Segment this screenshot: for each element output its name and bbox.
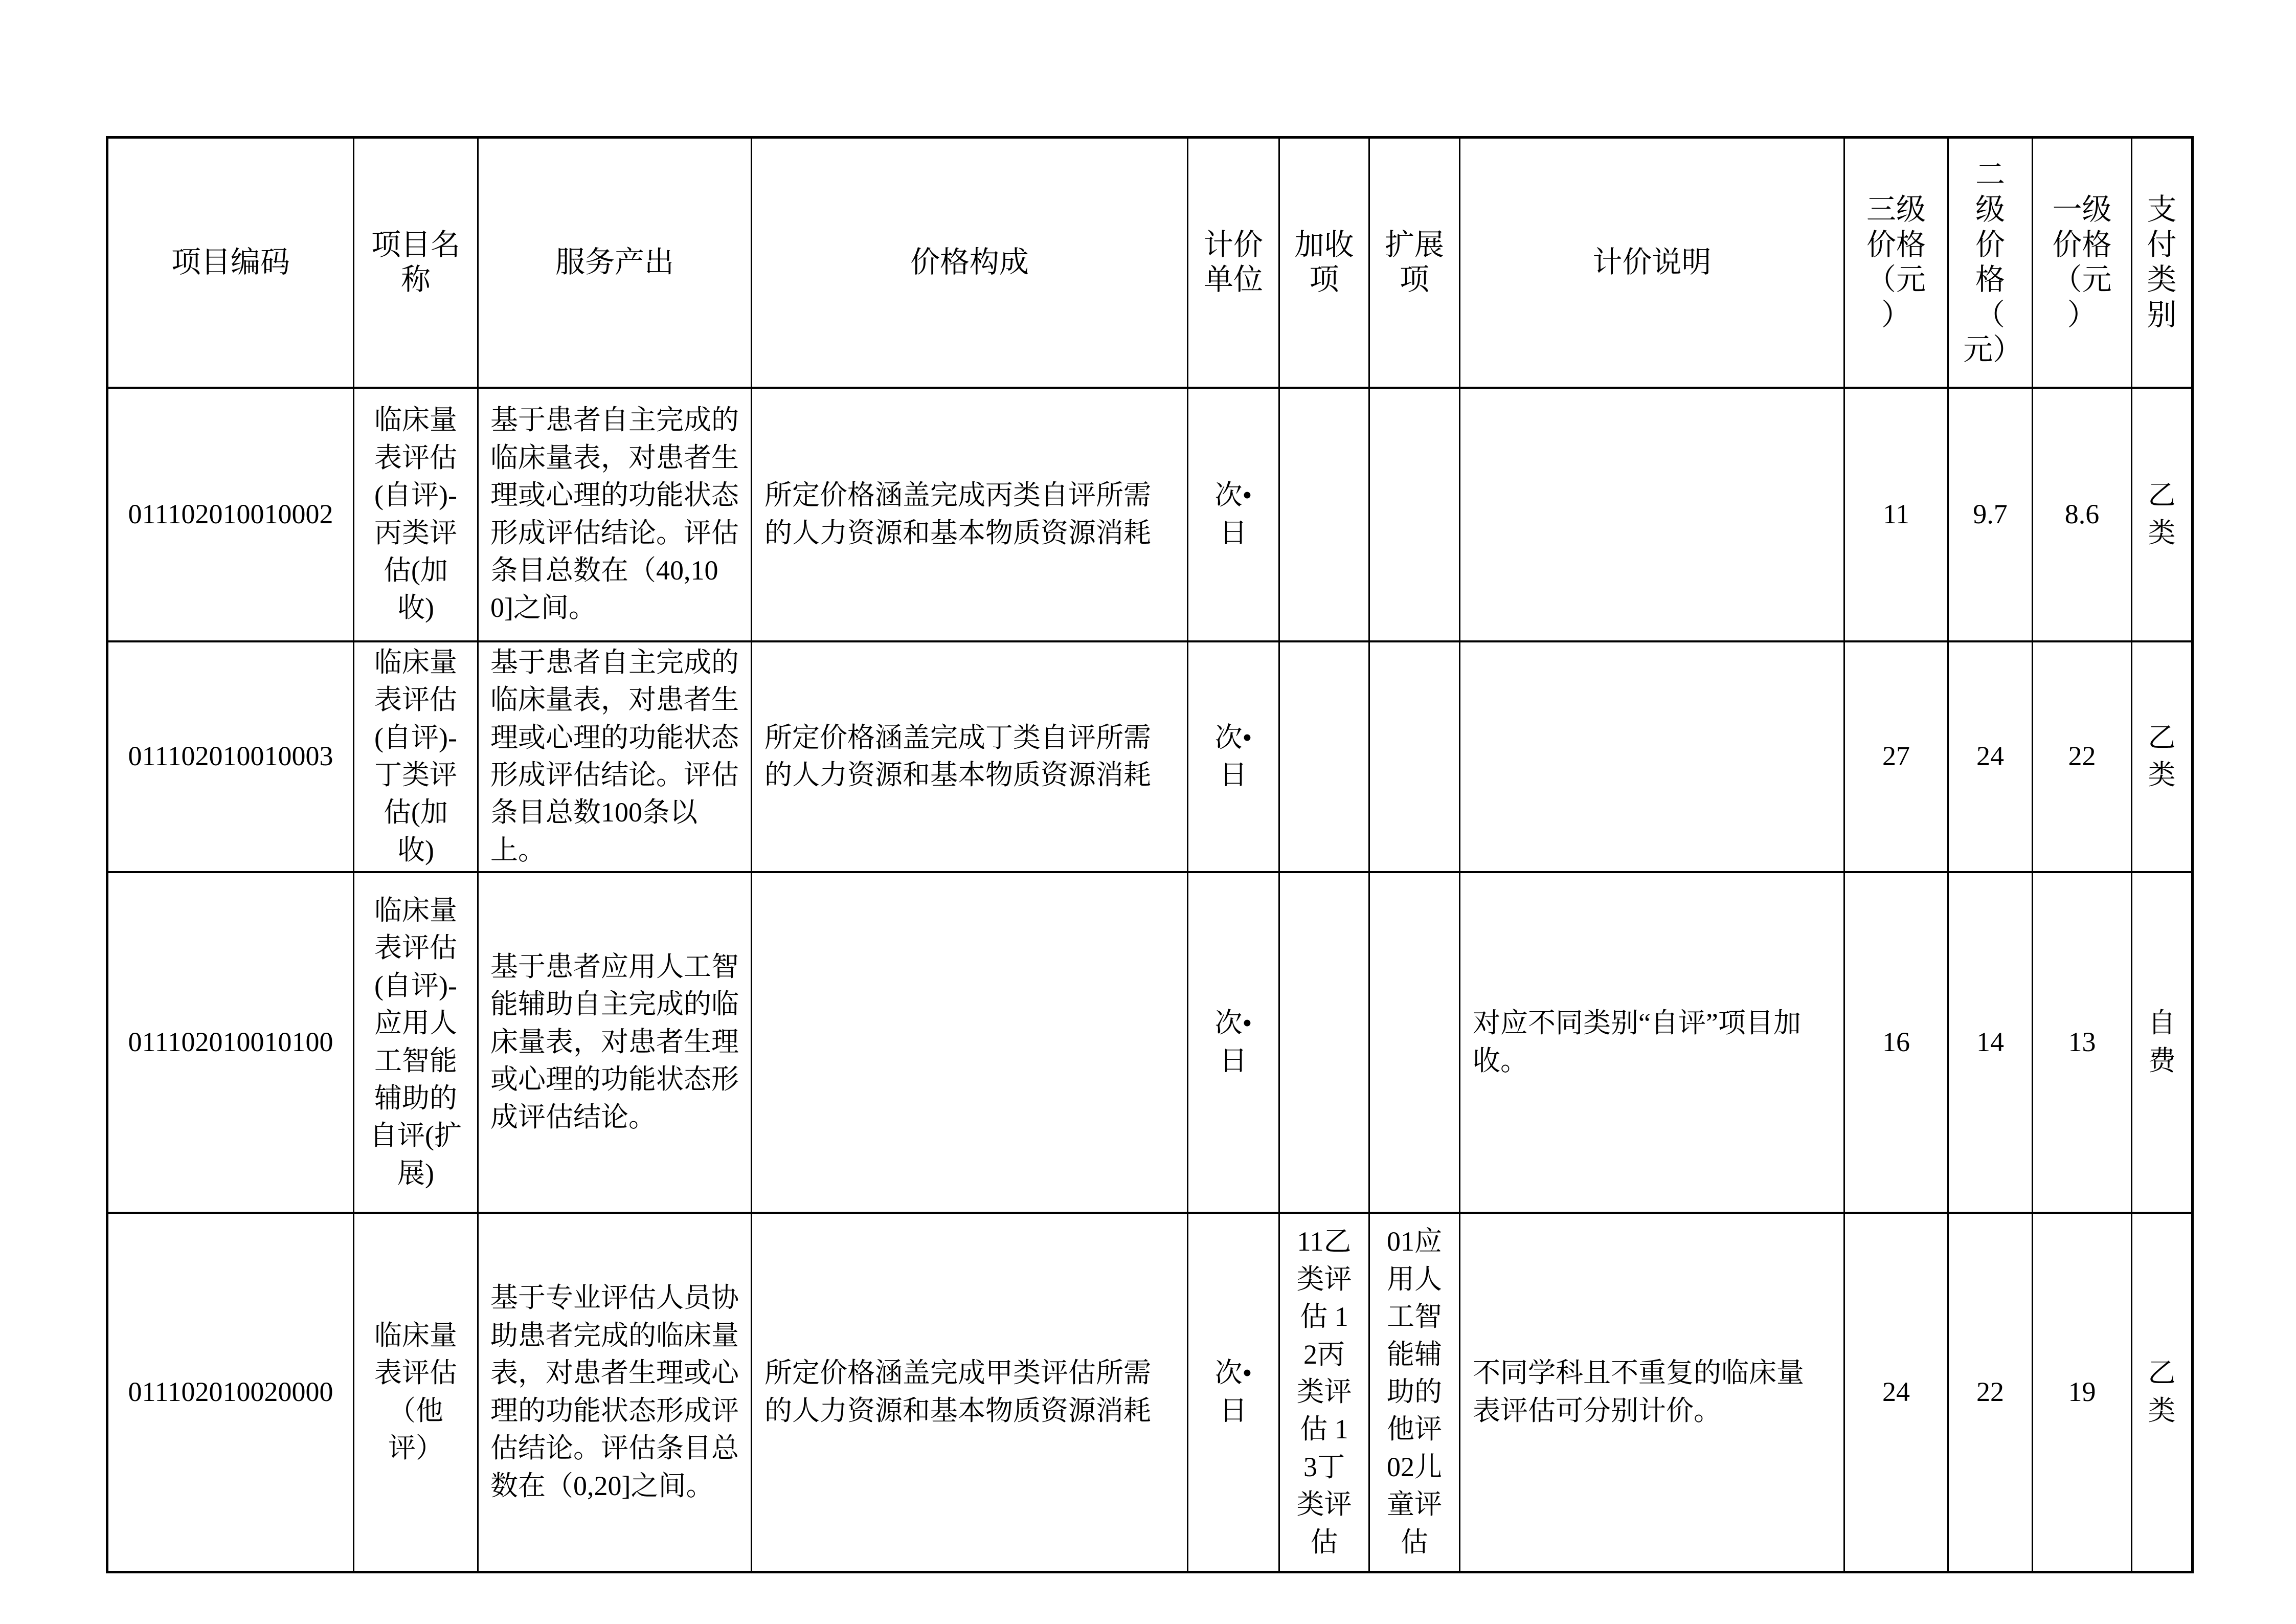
cell-item-name: 临床量表评估(自评)-丁类评估(加收)	[354, 641, 478, 872]
header-surcharge-item: 加收项	[1279, 138, 1369, 388]
cell-item-name: 临床量表评估(自评)-应用人工智能辅助的自评(扩展)	[354, 872, 478, 1213]
cell-item-code: 011102010010100	[107, 872, 354, 1213]
header-pricing-note: 计价说明	[1460, 138, 1844, 388]
cell-service-output: 基于患者自主完成的临床量表，对患者生理或心理的功能状态形成评估结论。评估条目总数在（40,100]之间。	[478, 388, 752, 641]
cell-pricing-note	[1460, 388, 1844, 641]
cell-pricing-unit: 次•日	[1188, 1213, 1279, 1572]
cell-price-level3: 11	[1844, 388, 1948, 641]
cell-surcharge-item	[1279, 872, 1369, 1213]
cell-surcharge-item	[1279, 641, 1369, 872]
header-price-composition: 价格构成	[752, 138, 1188, 388]
header-pricing-unit: 计价单位	[1188, 138, 1279, 388]
cell-payment-category: 乙类	[2132, 1213, 2193, 1572]
header-price-level2: 二级价格（元）	[1948, 138, 2033, 388]
header-extension-item: 扩展项	[1369, 138, 1460, 388]
cell-pricing-note: 不同学科且不重复的临床量表评估可分别计价。	[1460, 1213, 1844, 1572]
cell-price-level2: 24	[1948, 641, 2033, 872]
cell-extension-item	[1369, 388, 1460, 641]
cell-service-output: 基于专业评估人员协助患者完成的临床量表，对患者生理或心理的功能状态形成评估结论。评估条目总数在（0,20]之间。	[478, 1213, 752, 1572]
pricing-table	[106, 136, 2194, 1573]
cell-pricing-note	[1460, 641, 1844, 872]
cell-surcharge-item	[1279, 388, 1369, 641]
cell-price-level1: 13	[2033, 872, 2132, 1213]
cell-price-composition: 所定价格涵盖完成甲类评估所需的人力资源和基本物质资源消耗	[752, 1213, 1188, 1572]
cell-price-level3: 27	[1844, 641, 1948, 872]
cell-item-name: 临床量表评估(自评)-丙类评估(加收)	[354, 388, 478, 641]
cell-price-level3: 16	[1844, 872, 1948, 1213]
cell-surcharge-item: 11乙类评估 12丙类评估 13丁类评估	[1279, 1213, 1369, 1572]
cell-extension-item	[1369, 872, 1460, 1213]
cell-price-composition	[752, 872, 1188, 1213]
header-service-output: 服务产出	[478, 138, 752, 388]
cell-payment-category: 乙类	[2132, 388, 2193, 641]
cell-price-level1: 22	[2033, 641, 2132, 872]
cell-price-composition: 所定价格涵盖完成丁类自评所需的人力资源和基本物质资源消耗	[752, 641, 1188, 872]
cell-price-level1: 8.6	[2033, 388, 2132, 641]
table-row	[107, 641, 2193, 872]
header-price-level1: 一级价格（元）	[2033, 138, 2132, 388]
cell-price-level2: 14	[1948, 872, 2033, 1213]
cell-payment-category: 自费	[2132, 872, 2193, 1213]
header-item-name: 项目名称	[354, 138, 478, 388]
header-row	[107, 138, 2193, 388]
cell-price-level3: 24	[1844, 1213, 1948, 1572]
table-row	[107, 1213, 2193, 1572]
cell-price-level1: 19	[2033, 1213, 2132, 1572]
cell-pricing-note: 对应不同类别“自评”项目加收。	[1460, 872, 1844, 1213]
cell-pricing-unit: 次•日	[1188, 388, 1279, 641]
cell-extension-item: 01应用人工智能辅助的他评 02儿童评估	[1369, 1213, 1460, 1572]
cell-payment-category: 乙类	[2132, 641, 2193, 872]
cell-pricing-unit: 次•日	[1188, 872, 1279, 1213]
table-row	[107, 872, 2193, 1213]
table-row	[107, 388, 2193, 641]
header-price-level3: 三级价格（元）	[1844, 138, 1948, 388]
cell-service-output: 基于患者应用人工智能辅助自主完成的临床量表，对患者生理或心理的功能状态形成评估结论。	[478, 872, 752, 1213]
header-payment-category: 支付类别	[2132, 138, 2193, 388]
cell-item-name: 临床量表评估（他评）	[354, 1213, 478, 1572]
cell-item-code: 011102010010002	[107, 388, 354, 641]
cell-price-level2: 22	[1948, 1213, 2033, 1572]
cell-extension-item	[1369, 641, 1460, 872]
cell-service-output: 基于患者自主完成的临床量表，对患者生理或心理的功能状态形成评估结论。评估条目总数100条以上。	[478, 641, 752, 872]
cell-item-code: 011102010020000	[107, 1213, 354, 1572]
cell-price-level2: 9.7	[1948, 388, 2033, 641]
cell-price-composition: 所定价格涵盖完成丙类自评所需的人力资源和基本物质资源消耗	[752, 388, 1188, 641]
cell-item-code: 011102010010003	[107, 641, 354, 872]
cell-pricing-unit: 次•日	[1188, 641, 1279, 872]
header-item-code: 项目编码	[107, 138, 354, 388]
